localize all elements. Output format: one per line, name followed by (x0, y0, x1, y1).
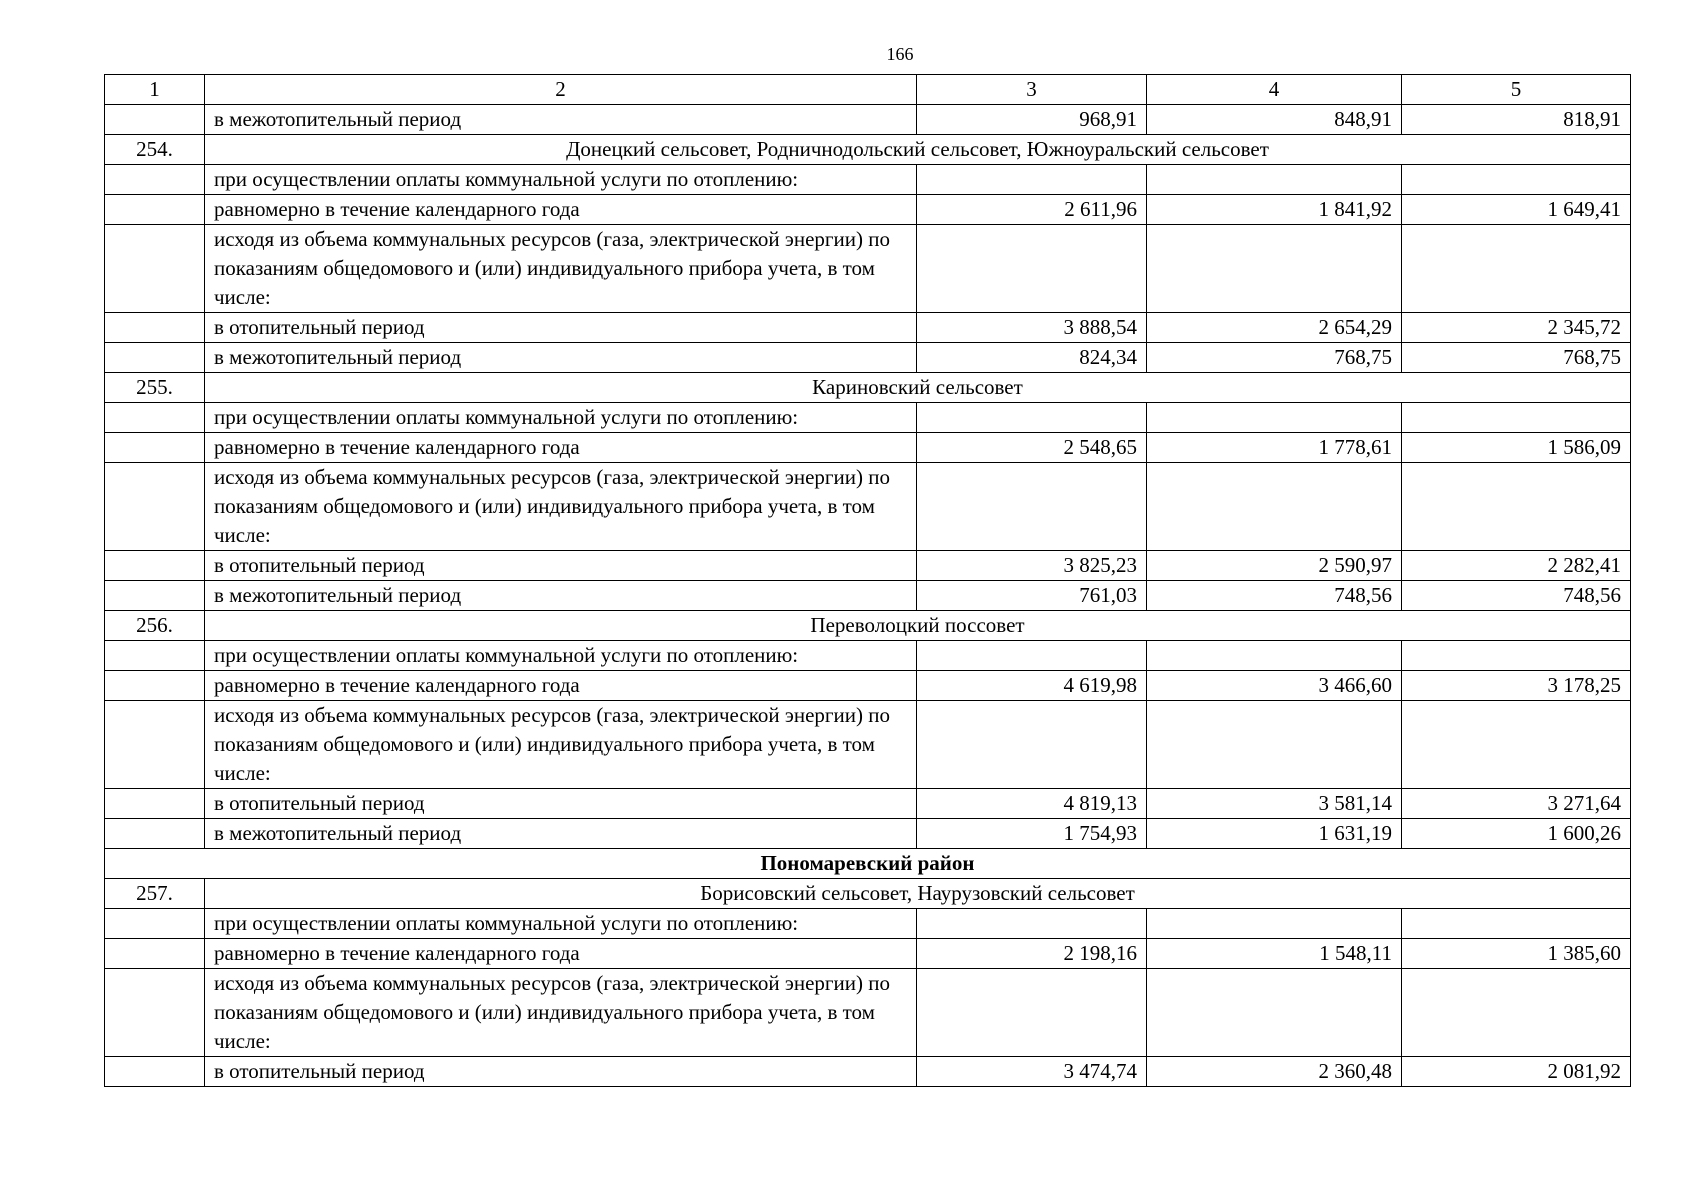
section-number: 257. (105, 879, 205, 909)
row-number-cell (105, 969, 205, 1057)
value-col-3: 968,91 (917, 105, 1147, 135)
row-label: в межотопительный период (205, 343, 917, 373)
section-number: 256. (105, 611, 205, 641)
value-col-4 (1147, 969, 1402, 1057)
table-body (105, 75, 1631, 1087)
value-col-3 (917, 403, 1147, 433)
value-col-5 (1402, 909, 1631, 939)
value-col-5: 818,91 (1402, 105, 1631, 135)
value-col-3 (917, 165, 1147, 195)
value-col-5: 2 345,72 (1402, 313, 1631, 343)
row-number-cell (105, 701, 205, 789)
value-col-4: 768,75 (1147, 343, 1402, 373)
value-col-5 (1402, 463, 1631, 551)
value-col-5 (1402, 641, 1631, 671)
header-row (105, 75, 1631, 105)
section-row (105, 373, 1631, 403)
row-label: равномерно в течение календарного года (205, 433, 917, 463)
header-col-3: 3 (917, 75, 1147, 105)
row-number-cell (105, 939, 205, 969)
value-col-3: 4 819,13 (917, 789, 1147, 819)
row-number-cell (105, 819, 205, 849)
value-col-5 (1402, 969, 1631, 1057)
row-label: при осуществлении оплаты коммунальной услуги по отоплению: (205, 403, 917, 433)
table-row (105, 909, 1631, 939)
row-number-cell (105, 463, 205, 551)
section-row (105, 611, 1631, 641)
value-col-4: 3 581,14 (1147, 789, 1402, 819)
row-number-cell (105, 909, 205, 939)
row-number-cell (105, 343, 205, 373)
table-row (105, 105, 1631, 135)
header-col-1: 1 (105, 75, 205, 105)
row-label: в отопительный период (205, 789, 917, 819)
row-label: исходя из объема коммунальных ресурсов (газа, электрической энергии) по показаниям общедомового и (или) индивидуального прибора учета, в том числе: (205, 463, 917, 551)
value-col-4 (1147, 701, 1402, 789)
value-col-3: 2 548,65 (917, 433, 1147, 463)
value-col-4: 748,56 (1147, 581, 1402, 611)
value-col-3 (917, 969, 1147, 1057)
header-col-5: 5 (1402, 75, 1631, 105)
value-col-3 (917, 909, 1147, 939)
table-row (105, 313, 1631, 343)
table-row (105, 641, 1631, 671)
value-col-3: 824,34 (917, 343, 1147, 373)
row-label: в отопительный период (205, 551, 917, 581)
value-col-3 (917, 701, 1147, 789)
row-number-cell (105, 581, 205, 611)
row-number-cell (105, 1057, 205, 1087)
table-row (105, 551, 1631, 581)
value-col-5: 748,56 (1402, 581, 1631, 611)
value-col-4 (1147, 463, 1402, 551)
table-row (105, 701, 1631, 789)
table-row (105, 433, 1631, 463)
row-number-cell (105, 551, 205, 581)
value-col-3: 1 754,93 (917, 819, 1147, 849)
value-col-4 (1147, 641, 1402, 671)
value-col-3: 761,03 (917, 581, 1147, 611)
table-row (105, 403, 1631, 433)
table-row (105, 969, 1631, 1057)
table-row (105, 819, 1631, 849)
row-number-cell (105, 165, 205, 195)
row-number-cell (105, 195, 205, 225)
table-row (105, 343, 1631, 373)
value-col-5 (1402, 165, 1631, 195)
row-number-cell (105, 789, 205, 819)
tariff-table (104, 74, 1631, 1087)
value-col-4: 1 548,11 (1147, 939, 1402, 969)
value-col-5: 3 271,64 (1402, 789, 1631, 819)
row-label: при осуществлении оплаты коммунальной услуги по отоплению: (205, 641, 917, 671)
row-label: в отопительный период (205, 1057, 917, 1087)
value-col-5: 1 600,26 (1402, 819, 1631, 849)
table-row (105, 789, 1631, 819)
row-label: в отопительный период (205, 313, 917, 343)
value-col-5: 1 649,41 (1402, 195, 1631, 225)
header-col-4: 4 (1147, 75, 1402, 105)
row-number-cell (105, 671, 205, 701)
value-col-4 (1147, 403, 1402, 433)
value-col-4: 2 654,29 (1147, 313, 1402, 343)
value-col-3: 3 474,74 (917, 1057, 1147, 1087)
value-col-5: 768,75 (1402, 343, 1631, 373)
section-title: Переволоцкий поссовет (205, 611, 1631, 641)
value-col-3: 2 611,96 (917, 195, 1147, 225)
section-number: 255. (105, 373, 205, 403)
value-col-4: 3 466,60 (1147, 671, 1402, 701)
value-col-4: 848,91 (1147, 105, 1402, 135)
value-col-4: 1 631,19 (1147, 819, 1402, 849)
row-label: при осуществлении оплаты коммунальной услуги по отоплению: (205, 909, 917, 939)
row-number-cell (105, 105, 205, 135)
district-title: Пономаревский район (105, 849, 1631, 879)
table-row (105, 671, 1631, 701)
value-col-3: 3 825,23 (917, 551, 1147, 581)
row-number-cell (105, 433, 205, 463)
value-col-4: 1 778,61 (1147, 433, 1402, 463)
row-label: исходя из объема коммунальных ресурсов (газа, электрической энергии) по показаниям общедомового и (или) индивидуального прибора учета, в том числе: (205, 969, 917, 1057)
value-col-5: 2 081,92 (1402, 1057, 1631, 1087)
value-col-3 (917, 641, 1147, 671)
row-label: в межотопительный период (205, 581, 917, 611)
row-label: равномерно в течение календарного года (205, 671, 917, 701)
value-col-5: 1 586,09 (1402, 433, 1631, 463)
value-col-5: 3 178,25 (1402, 671, 1631, 701)
value-col-3: 4 619,98 (917, 671, 1147, 701)
district-row (105, 849, 1631, 879)
row-label: равномерно в течение календарного года (205, 939, 917, 969)
header-col-2: 2 (205, 75, 917, 105)
value-col-4 (1147, 165, 1402, 195)
table-row (105, 581, 1631, 611)
row-label: исходя из объема коммунальных ресурсов (газа, электрической энергии) по показаниям общедомового и (или) индивидуального прибора учета, в том числе: (205, 225, 917, 313)
section-title: Борисовский сельсовет, Наурузовский сельсовет (205, 879, 1631, 909)
row-label: равномерно в течение календарного года (205, 195, 917, 225)
value-col-4: 2 360,48 (1147, 1057, 1402, 1087)
page-number: 166 (886, 44, 914, 64)
table-row (105, 225, 1631, 313)
value-col-4 (1147, 225, 1402, 313)
value-col-3 (917, 225, 1147, 313)
section-number: 254. (105, 135, 205, 165)
value-col-5 (1402, 701, 1631, 789)
table-row (105, 463, 1631, 551)
value-col-4: 2 590,97 (1147, 551, 1402, 581)
section-row (105, 879, 1631, 909)
value-col-5: 2 282,41 (1402, 551, 1631, 581)
value-col-4: 1 841,92 (1147, 195, 1402, 225)
row-number-cell (105, 313, 205, 343)
table-row (105, 195, 1631, 225)
value-col-3: 3 888,54 (917, 313, 1147, 343)
table-row (105, 165, 1631, 195)
value-col-5 (1402, 225, 1631, 313)
row-label: в межотопительный период (205, 819, 917, 849)
value-col-4 (1147, 909, 1402, 939)
table-row (105, 939, 1631, 969)
table-row (105, 1057, 1631, 1087)
value-col-5: 1 385,60 (1402, 939, 1631, 969)
value-col-3: 2 198,16 (917, 939, 1147, 969)
value-col-5 (1402, 403, 1631, 433)
row-label: при осуществлении оплаты коммунальной услуги по отоплению: (205, 165, 917, 195)
row-number-cell (105, 403, 205, 433)
section-title: Донецкий сельсовет, Родничнодольский сельсовет, Южноуральский сельсовет (205, 135, 1631, 165)
row-number-cell (105, 641, 205, 671)
row-label: в межотопительный период (205, 105, 917, 135)
row-label: исходя из объема коммунальных ресурсов (газа, электрической энергии) по показаниям общедомового и (или) индивидуального прибора учета, в том числе: (205, 701, 917, 789)
row-number-cell (105, 225, 205, 313)
value-col-3 (917, 463, 1147, 551)
section-title: Кариновский сельсовет (205, 373, 1631, 403)
section-row (105, 135, 1631, 165)
